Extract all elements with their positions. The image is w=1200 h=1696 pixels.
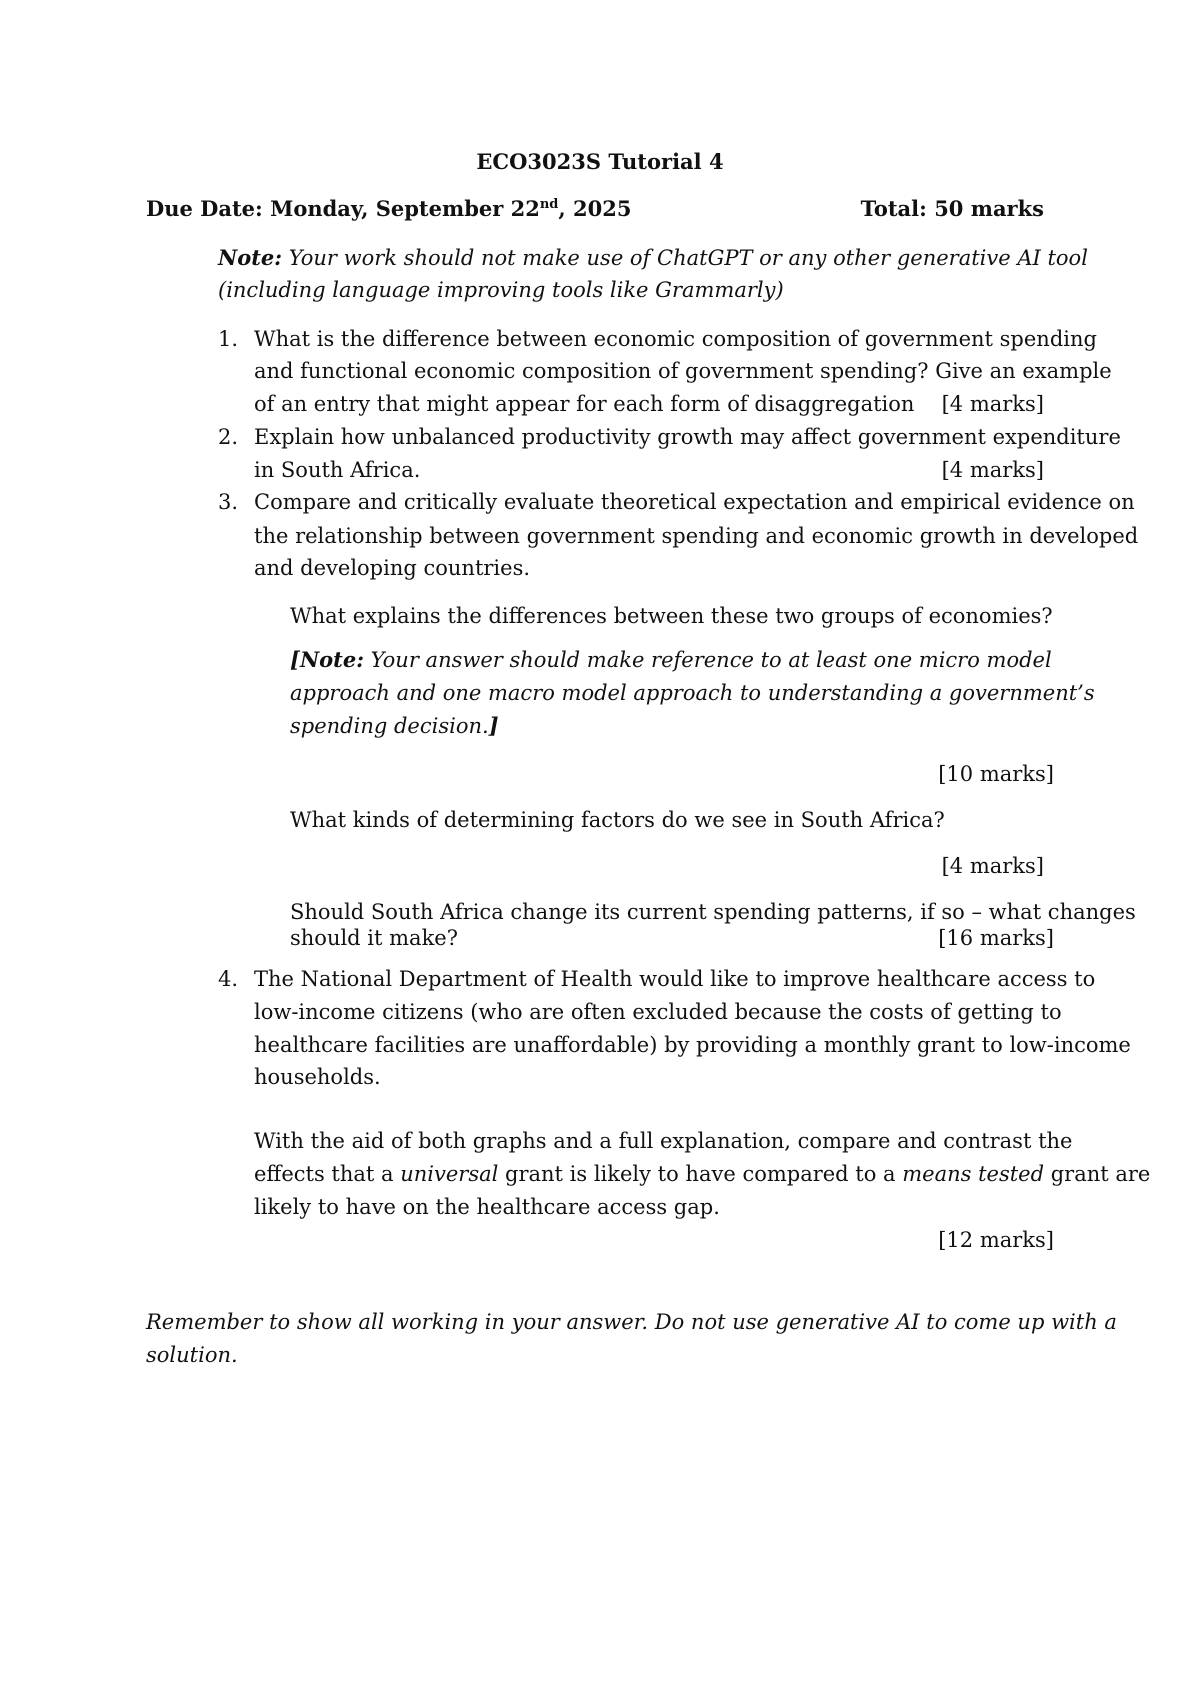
total-marks: Total: 50 marks <box>860 196 1044 221</box>
footer-line-2: solution. <box>146 1343 238 1367</box>
q1-line-1: What is the difference between economic composition of government spending <box>254 327 1097 351</box>
page-title: ECO3023S Tutorial 4 <box>476 149 724 174</box>
q3-note-line-3 <box>290 710 499 742</box>
note-label: Note: <box>218 245 283 270</box>
q3-note-label: Note: <box>299 647 364 672</box>
q3-note-line-1 <box>290 644 1052 676</box>
q3-part-c-line-1: Should South Africa change its current spending patterns, if so – what changes <box>290 900 1136 924</box>
q4-line-4: households. <box>254 1065 381 1089</box>
note-line-1 <box>218 242 1088 274</box>
q3-part-c-line-2: should it make? <box>290 926 458 950</box>
q4-para2-line-1: With the aid of both graphs and a full explanation, compare and contrast the <box>254 1129 1073 1153</box>
q2-number: 2. <box>218 425 239 449</box>
q4-number: 4. <box>218 967 239 991</box>
q1-number: 1. <box>218 327 239 351</box>
q3-line-3: and developing countries. <box>254 556 531 580</box>
q4-line-1: The National Department of Health would like to improve healthcare access to <box>254 967 1096 991</box>
q4-para2-line-3: likely to have on the healthcare access gap. <box>254 1195 720 1219</box>
q4-text-c: grant are <box>1044 1162 1151 1186</box>
q4-marks: [12 marks] <box>938 1228 1054 1252</box>
q4-line-3: healthcare facilities are unaffordable) by providing a monthly grant to low-income <box>254 1033 1131 1057</box>
q4-means-tested: means tested <box>902 1162 1045 1186</box>
q3-part-b: What kinds of determining factors do we see in South Africa? <box>290 808 945 832</box>
q2-line-1: Explain how unbalanced productivity growth may affect government expenditure <box>254 425 1121 449</box>
note-line-2: (including language improving tools like Grammarly) <box>218 278 784 302</box>
q3-line-2: the relationship between government spending and economic growth in developed <box>254 524 1139 548</box>
q3-part-a-marks: [10 marks] <box>938 762 1054 786</box>
q2-line-2: in South Africa. <box>254 458 421 482</box>
q3-note-text-1: Your answer should make reference to at least one micro model <box>363 648 1052 672</box>
due-date-prefix: Due Date: Monday, September 22 <box>146 196 540 221</box>
q1-line-3: of an entry that might appear for each form of disaggregation <box>254 392 915 416</box>
footer-line-1: Remember to show all working in your answer. Do not use generative AI to come up with a <box>146 1310 1117 1334</box>
q3-note-close: ] <box>488 713 499 738</box>
q3-line-1: Compare and critically evaluate theoretical expectation and empirical evidence on <box>254 490 1135 514</box>
due-date-sup: nd <box>539 197 559 212</box>
q4-text-a: effects that a <box>254 1162 401 1186</box>
q1-line-2: and functional economic composition of government spending? Give an example <box>254 359 1112 383</box>
q1-marks: [4 marks] <box>941 392 1044 416</box>
note-text-1: Your work should not make use of ChatGPT or any other generative AI tool <box>282 246 1088 270</box>
due-date <box>146 193 631 225</box>
q2-marks: [4 marks] <box>941 458 1044 482</box>
q4-para2-line-2 <box>254 1158 1150 1190</box>
q4-line-2: low-income citizens (who are often excluded because the costs of getting to <box>254 1000 1062 1024</box>
q3-part-b-marks: [4 marks] <box>941 854 1044 878</box>
q3-note-line-2: approach and one macro model approach to understanding a government’s <box>290 681 1095 705</box>
q3-number: 3. <box>218 490 239 514</box>
q4-text-b: grant is likely to have compared to a <box>498 1162 903 1186</box>
q3-note-open: [ <box>290 647 300 672</box>
q3-note-text-3: spending decision. <box>290 714 489 738</box>
q3-part-a: What explains the differences between these two groups of economies? <box>290 604 1053 628</box>
due-date-suffix: , 2025 <box>558 196 632 221</box>
q4-universal: universal <box>400 1162 499 1186</box>
q3-part-c-marks: [16 marks] <box>938 926 1054 950</box>
